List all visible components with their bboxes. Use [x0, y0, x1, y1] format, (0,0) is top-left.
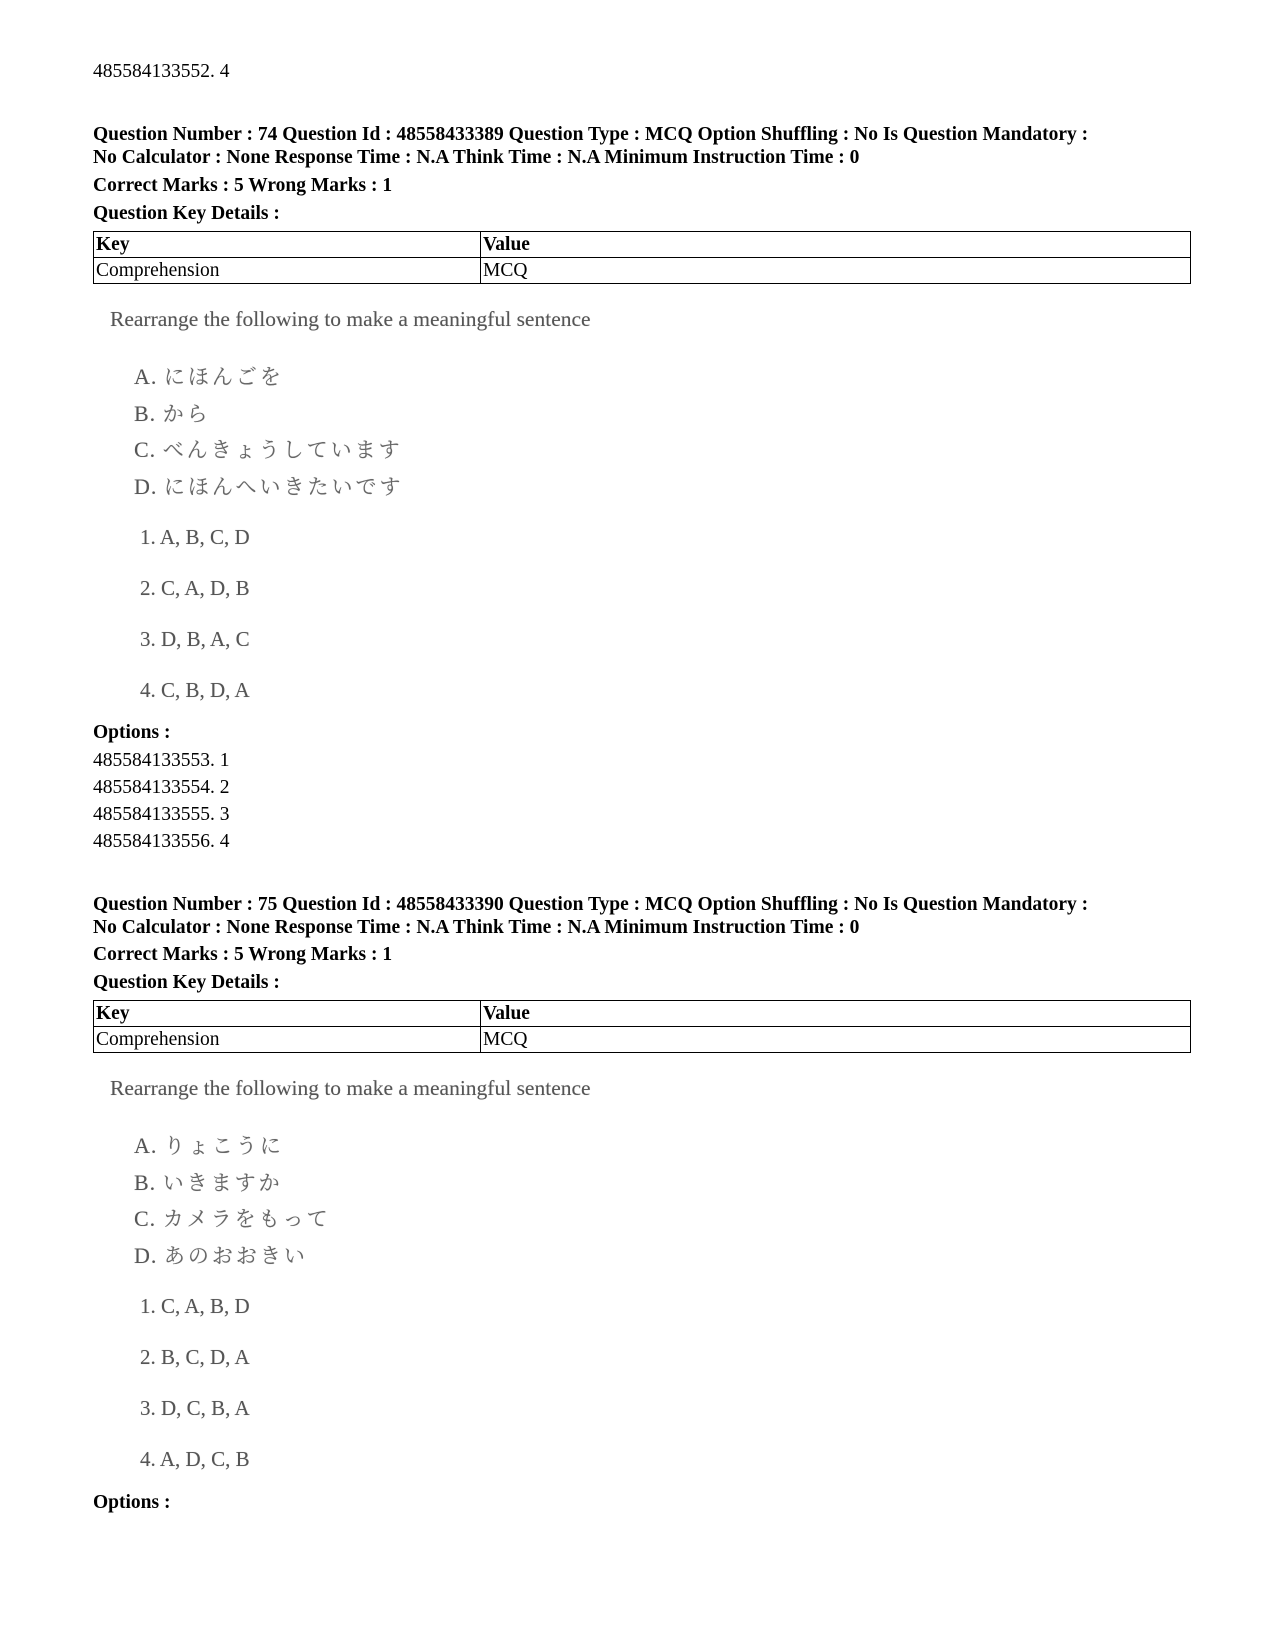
q74-marks: Correct Marks : 5 Wrong Marks : 1	[93, 175, 393, 196]
choice-letter: C.	[134, 1206, 157, 1231]
q75-answer-3: 3. D, C, B, A	[140, 1396, 250, 1420]
table-header-value: Value	[481, 1001, 1191, 1027]
q74-answer-4: 4. C, B, D, A	[140, 678, 250, 702]
q75-header-line1: Question Number : 75 Question Id : 48558433390 Question Type : MCQ Option Shuffling : No Is Question Mandatory :	[93, 894, 1089, 915]
q75-key-table	[93, 1000, 1191, 1053]
choice-text: べんきょうしています	[162, 438, 403, 462]
previous-option-last: 485584133552. 4	[93, 61, 230, 82]
table-row	[94, 258, 1191, 284]
choice-letter: B.	[134, 401, 157, 426]
q75-answer-4: 4. A, D, C, B	[140, 1447, 250, 1471]
q74-option-1: 485584133553. 1	[93, 750, 230, 771]
q75-choice-d	[134, 1240, 308, 1270]
table-cell-value: MCQ	[481, 258, 1191, 284]
choice-letter: B.	[134, 1170, 157, 1195]
q75-choice-b	[134, 1167, 283, 1197]
choice-text: カメラをもって	[162, 1207, 331, 1231]
choice-text: いきますか	[162, 1171, 283, 1195]
q75-answer-1: 1. C, A, B, D	[140, 1294, 250, 1318]
table-cell-key: Comprehension	[94, 1027, 481, 1053]
q74-choice-a	[134, 361, 284, 391]
q74-option-4: 485584133556. 4	[93, 831, 230, 852]
choice-letter: C.	[134, 437, 157, 462]
choice-letter: D.	[134, 1243, 158, 1268]
q74-header-line2: No Calculator : None Response Time : N.A Think Time : N.A Minimum Instruction Time : 0	[93, 147, 860, 168]
table-header-row	[94, 232, 1191, 258]
choice-text: あのおおきい	[163, 1244, 308, 1268]
table-header-key: Key	[94, 1001, 481, 1027]
q75-options-label: Options :	[93, 1492, 171, 1513]
table-header-row	[94, 1001, 1191, 1027]
choice-text: から	[162, 402, 211, 426]
q75-marks: Correct Marks : 5 Wrong Marks : 1	[93, 944, 393, 965]
q74-option-3: 485584133555. 3	[93, 804, 230, 825]
q74-options-label: Options :	[93, 722, 171, 743]
q74-header-line1: Question Number : 74 Question Id : 48558433389 Question Type : MCQ Option Shuffling : No Is Question Mandatory :	[93, 124, 1089, 145]
q75-answer-2: 2. B, C, D, A	[140, 1345, 250, 1369]
q75-header-line2: No Calculator : None Response Time : N.A Think Time : N.A Minimum Instruction Time : 0	[93, 917, 860, 938]
q75-choice-c	[134, 1203, 331, 1233]
choice-letter: A.	[134, 364, 158, 389]
q75-choice-a	[134, 1130, 284, 1160]
choice-text: にほんへいきたいです	[163, 475, 404, 499]
table-header-value: Value	[481, 232, 1191, 258]
q74-answer-2: 2. C, A, D, B	[140, 576, 250, 600]
table-cell-value: MCQ	[481, 1027, 1191, 1053]
q74-choice-c	[134, 434, 403, 464]
q75-key-details-label: Question Key Details :	[93, 972, 280, 993]
choice-letter: A.	[134, 1133, 158, 1158]
q74-prompt: Rearrange the following to make a meaningful sentence	[110, 307, 591, 331]
q74-choice-b	[134, 398, 211, 428]
choice-text: にほんごを	[163, 365, 284, 389]
q74-choice-d	[134, 471, 403, 501]
q75-prompt: Rearrange the following to make a meaningful sentence	[110, 1076, 591, 1100]
q74-key-table	[93, 231, 1191, 284]
choice-text: りょこうに	[163, 1134, 284, 1158]
table-row	[94, 1027, 1191, 1053]
q74-answer-1: 1. A, B, C, D	[140, 525, 250, 549]
q74-answer-3: 3. D, B, A, C	[140, 627, 250, 651]
choice-letter: D.	[134, 474, 158, 499]
q74-option-2: 485584133554. 2	[93, 777, 230, 798]
table-cell-key: Comprehension	[94, 258, 481, 284]
table-header-key: Key	[94, 232, 481, 258]
q74-key-details-label: Question Key Details :	[93, 203, 280, 224]
